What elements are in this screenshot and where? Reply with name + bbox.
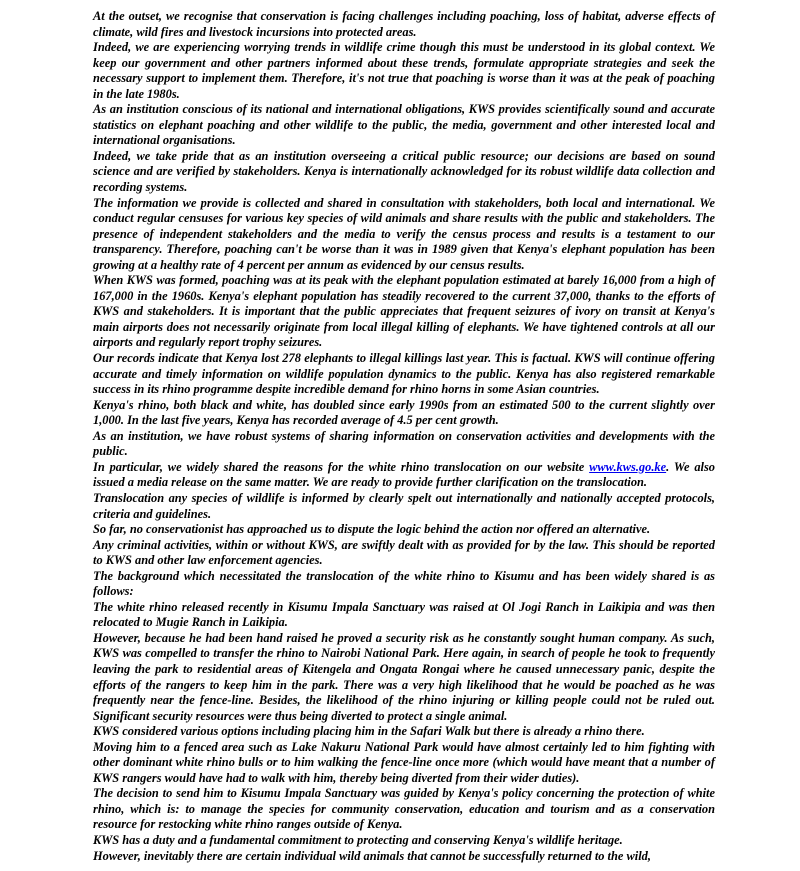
website-link[interactable]: www.kws.go.ke: [589, 459, 667, 474]
paragraph: The information we provide is collected and shared in consultation with stakeholders, both local and international. We conduct regular censuses for various key species of wild animals and share results with the public and stakeholders. The presence of independent stakeholders and the media to verify the census process and results is a testament to our transparency. Therefore, poaching can't be worse than it was in 1989 given that Kenya's elephant population has been growing at a healthy rate of 4 percent per annum as evidenced by our census results.: [93, 195, 715, 272]
paragraph: Indeed, we take pride that as an institution overseeing a critical public resource; our decisions are based on sound science and are verified by stakeholders. Kenya is internationally acknowledged for its robust wildlife data collection and recording systems.: [93, 148, 715, 195]
paragraph: At the outset, we recognise that conservation is facing challenges including poaching, loss of habitat, adverse effects of climate, wild fires and livestock incursions into protected areas.: [93, 9, 715, 39]
paragraph: So far, no conservationist has approached us to dispute the logic behind the action nor offered an alternative.: [93, 522, 651, 537]
paragraph-with-link: [93, 460, 715, 491]
paragraph: When KWS was formed, poaching was at its peak with the elephant population estimated at barely 16,000 from a high of 167,000 in the 1960s. Kenya's elephant population has steadily recovered to the current 37,000, thanks to the efforts of KWS and stakeholders. It is important that the public appreciates that frequent seizures of ivory on transit at Kenya's main airports does not necessarily originate from local illegal killing of elephants. We have tightened controls at all our airports and regularly report trophy seizures.: [93, 273, 715, 350]
paragraph-text-after-link: . We also issued a media release on the same matter. We are ready to provide further clarification on the translocation.: [93, 459, 715, 490]
paragraph: As an institution conscious of its national and international obligations, KWS provides scientifically sound and accurate statistics on elephant poaching and other wildlife to the public, the media, government and other interested local and international organisations.: [93, 102, 715, 148]
paragraph: Any criminal activities, within or without KWS, are swiftly dealt with as provided for by the law. This should be reported to KWS and other law enforcement agencies.: [93, 537, 715, 568]
paragraph: Our records indicate that Kenya lost 278 elephants to illegal killings last year. This is factual. KWS will continue offering accurate and timely information on wildlife population dynamics to the public. Kenya has also registered remarkable success in its rhino programme despite incredible demand for rhino horns in some Asian countries.: [93, 351, 715, 397]
paragraph: Moving him to a fenced area such as Lake Nakuru National Park would have almost certainly led to him fighting with other dominant white rhino bulls or to him walking the fence-line once more (which would have meant that a number of KWS rangers would have had to walk with him, thereby being diverted from their wider duties).: [93, 739, 715, 785]
paragraph: Kenya's rhino, both black and white, has doubled since early 1990s from an estimated 500 to the current slightly over 1,000. In the last five years, Kenya has recorded average of 4.5 per cent growth.: [93, 397, 715, 428]
paragraph: The background which necessitated the translocation of the white rhino to Kisumu and has been widely shared is as follows:: [93, 568, 715, 599]
paragraph: The decision to send him to Kisumu Impala Sanctuary was guided by Kenya's policy concerning the protection of white rhino, which is: to manage the species for community conservation, education and tourism and as a conservation resource for restocking white rhino ranges outside of Kenya.: [93, 786, 715, 832]
paragraph: Translocation any species of wildlife is informed by clearly spelt out internationally and nationally accepted protocols, criteria and guidelines.: [93, 490, 715, 521]
paragraph: The white rhino released recently in Kisumu Impala Sanctuary was raised at Ol Jogi Ranch in Laikipia and was then relocated to Mugie Ranch in Laikipia.: [93, 599, 715, 630]
paragraph: As an institution, we have robust systems of sharing information on conservation activities and developments with the public.: [93, 428, 715, 459]
paragraph: Indeed, we are experiencing worrying trends in wildlife crime though this must be understood in its global context. We keep our government and other partners informed about these trends, formulate appropriate strategies and seek the necessary support to implement them. Therefore, it's not true that poaching is worse than it was at the peak of poaching in the late 1980s.: [93, 40, 715, 101]
paragraph: However, inevitably there are certain individual wild animals that cannot be successfully returned to the wild,: [93, 848, 651, 863]
paragraph-text-before-link: In particular, we widely shared the reasons for the white rhino translocation on our website: [93, 459, 590, 474]
paragraph: However, because he had been hand raised he proved a security risk as he constantly sought human company. As such, KWS was compelled to transfer the rhino to Nairobi National Park. Here again, in search of people he took to frequently leaving the park to residential areas of Kitengela and Ongata Rongai where he caused unnecessary panic, despite the efforts of the rangers to keep him in the park. There was a very high likelihood that he would be poached as he was frequently near the fence-line. Besides, the likelihood of the rhino injuring or killing people could not be ruled out. Significant security resources were thus being diverted to protect a single animal.: [93, 630, 715, 723]
paragraph: KWS has a duty and a fundamental commitment to protecting and conserving Kenya's wildlife heritage.: [93, 832, 623, 847]
document-page: [93, 9, 715, 864]
paragraph: KWS considered various options including placing him in the Safari Walk but there is already a rhino there.: [93, 724, 645, 739]
